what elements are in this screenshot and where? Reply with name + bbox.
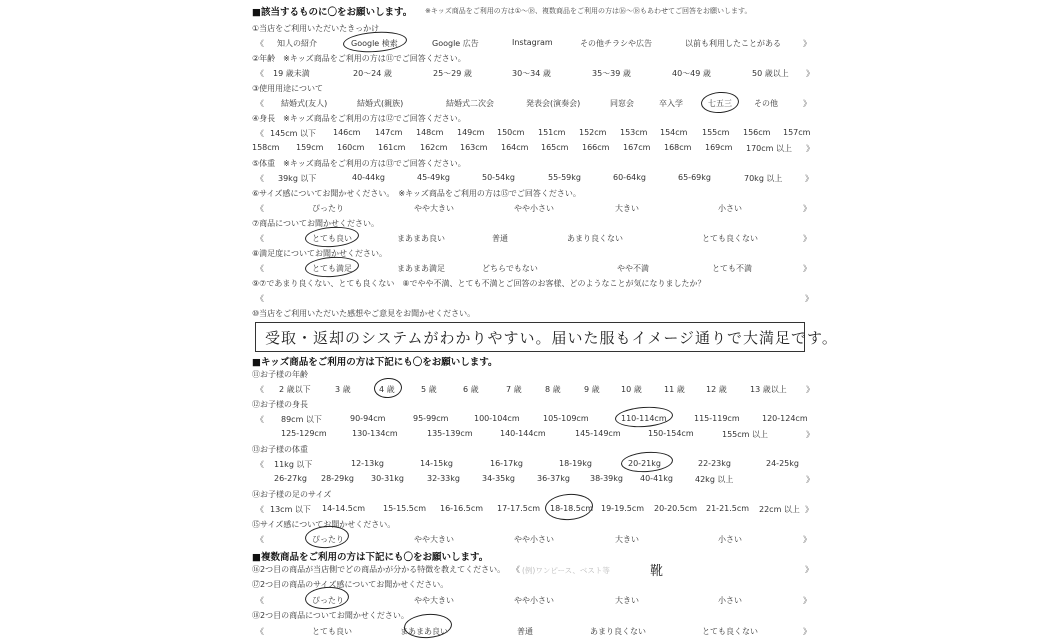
q15-option[interactable]: やや小さい [514,535,554,544]
q17-option[interactable]: ぴったり [312,596,344,605]
q13-option[interactable]: 18-19kg [559,459,592,468]
q11-option[interactable]: 2 歳以下 [279,385,311,394]
bracket-close: 》 [805,565,813,574]
q17-option[interactable]: 大きい [615,596,639,605]
q5-option[interactable]: 45-49kg [417,173,450,182]
bracket-close: 》 [806,430,814,439]
q15-option[interactable]: 大きい [615,535,639,544]
q3-option[interactable]: 同窓会 [610,99,634,108]
q3-label: ③使用用途について [252,84,324,93]
q4-label: ④身長 ※キッズ商品をご利用の方は⑫でご回答ください。 [252,114,466,123]
bracket-close: 》 [806,69,814,78]
q13-option[interactable]: 26-27kg [274,474,307,483]
q3-option[interactable]: 結婚式(友人) [281,99,328,108]
q13-option[interactable]: 14-15kg [420,459,453,468]
q13-option[interactable]: 38-39kg [590,474,623,483]
q14-option[interactable]: 16-16.5cm [440,504,484,513]
bracket-open: 《 [256,535,264,544]
q18-label: ⑱2つ目の商品についてお聞かせください。 [252,611,409,620]
q4-option[interactable]: 159cm [296,143,324,152]
q12-option[interactable]: 110-114cm [621,414,667,423]
bracket-open: 《 [256,264,264,273]
multi-section-title: ■複数商品をご利用の方は下記にも〇をお願いします。 [252,552,489,563]
q3-option[interactable]: その他 [754,99,778,108]
q14-option[interactable]: 14-14.5cm [322,504,366,513]
q12-option[interactable]: 105-109cm [543,414,589,423]
bracket-open: 《 [256,204,264,213]
q14-option[interactable]: 18-18.5cm [550,504,594,513]
q2-option[interactable]: 30〜34 歳 [512,69,551,78]
q4-option[interactable]: 160cm [337,143,365,152]
bracket-close: 》 [803,627,811,636]
q5-option[interactable]: 65-69kg [678,173,711,182]
q13-option[interactable]: 16-17kg [490,459,523,468]
bracket-close: 》 [803,264,811,273]
q11-option[interactable]: 4 歳 [379,385,395,394]
q18-option[interactable]: あまり良くない [590,627,646,636]
q14-option[interactable]: 19-19.5cm [601,504,645,513]
q3-option[interactable]: 七五三 [708,99,732,108]
q7-option[interactable]: あまり良くない [567,234,623,243]
q2-option[interactable]: 50 歳以上 [752,69,789,78]
q4-option[interactable]: 155cm [702,128,730,137]
q1-label: ①当店をご利用いただいたきっかけ [252,24,380,33]
q13-option[interactable]: 12-13kg [351,459,384,468]
q4-option[interactable]: 162cm [420,143,448,152]
q13-option[interactable]: 11kg 以下 [274,460,313,469]
bracket-close: 》 [803,234,811,243]
q11-option[interactable]: 5 歳 [421,385,437,394]
q18-option[interactable]: まあまあ良い [400,627,448,636]
q11-option[interactable]: 8 歳 [545,385,561,394]
q3-option[interactable]: 結婚式(親族) [357,99,404,108]
q13-option[interactable]: 36-37kg [537,474,570,483]
bracket-open: 《 [256,99,264,108]
bracket-close: 》 [806,144,814,153]
q14-option[interactable]: 20-20.5cm [654,504,698,513]
q4-option[interactable]: 157cm [783,128,811,137]
q4-option[interactable]: 163cm [460,143,488,152]
q17-option[interactable]: やや大きい [414,596,454,605]
q3-option[interactable]: 結婚式二次会 [446,99,494,108]
bracket-close: 》 [805,505,813,514]
q13-option[interactable]: 30-31kg [371,474,404,483]
q4-option[interactable]: 168cm [664,143,692,152]
q13-option[interactable]: 20-21kg [628,459,661,468]
q12-option[interactable]: 120-124cm [762,414,808,423]
bracket-open: 《 [256,505,264,514]
q11-option[interactable]: 7 歳 [506,385,522,394]
q8-option[interactable]: どちらでもない [482,264,538,273]
q4-option[interactable]: 148cm [416,128,444,137]
bracket-close: 》 [803,99,811,108]
q11-option[interactable]: 12 歳 [706,385,727,394]
handwritten-comment: 受取・返却のシステムがわかりやすい。届いた服もイメージ通りで大満足です。 [265,329,838,347]
bracket-close: 》 [806,385,814,394]
q12-option[interactable]: 130-134cm [352,429,398,438]
q7-option[interactable]: とても良い [312,234,352,243]
bracket-open: 《 [256,174,264,183]
bracket-close: 》 [805,174,813,183]
q4-option[interactable]: 145cm 以下 [270,129,317,138]
q12-option[interactable]: 89cm 以下 [281,415,322,424]
q4-option[interactable]: 161cm [378,143,406,152]
q4-option[interactable]: 169cm [705,143,733,152]
q1-option[interactable]: 以前も利用したことがある [685,39,781,48]
q6-option[interactable]: やや大きい [414,204,454,213]
bracket-open: 《 [256,39,264,48]
q3-option[interactable]: 卒入学 [659,99,683,108]
q11-option[interactable]: 11 歳 [664,385,685,394]
q4-option[interactable]: 153cm [620,128,648,137]
q12-option[interactable]: 125-129cm [281,429,327,438]
q8-option[interactable]: とても満足 [312,264,352,273]
q17-option[interactable]: 小さい [718,596,742,605]
q13-option[interactable]: 32-33kg [427,474,460,483]
q11-option[interactable]: 3 歳 [335,385,351,394]
q6-option[interactable]: ぴったり [312,204,344,213]
q8-option[interactable]: とても不満 [712,264,752,273]
q12-option[interactable]: 100-104cm [474,414,520,423]
q13-label: ⑬お子様の体重 [252,445,308,454]
q17-label: ⑰2つ目の商品のサイズ感についてお聞かせください。 [252,580,449,589]
q2-option[interactable]: 20〜24 歳 [353,69,392,78]
bracket-close: 》 [806,475,814,484]
q14-label: ⑭お子様の足のサイズ [252,490,332,499]
q13-option[interactable]: 24-25kg [766,459,799,468]
bracket-close: 》 [803,204,811,213]
q5-option[interactable]: 60-64kg [613,173,646,182]
q4-option[interactable]: 166cm [582,143,610,152]
q16-handwritten-answer[interactable]: 靴 [650,564,665,579]
bracket-open: 《 [256,596,264,605]
q1-option[interactable]: その他チラシや広告 [580,39,652,48]
q2-option[interactable]: 19 歳未満 [273,69,310,78]
q12-option[interactable]: 95-99cm [413,414,449,423]
kids-section-title: ■キッズ商品をご利用の方は下記にも〇をお願いします。 [252,357,498,368]
q17-option[interactable]: やや小さい [514,596,554,605]
q2-label: ②年齢 ※キッズ商品をご利用の方は⑪でご回答ください。 [252,54,466,63]
bracket-open: 《 [256,129,264,138]
q4-option[interactable]: 150cm [497,128,525,137]
q11-label: ⑪お子様の年齢 [252,370,308,379]
q12-option[interactable]: 140-144cm [500,429,546,438]
q1-option[interactable]: Google 広告 [432,39,479,48]
q13-option[interactable]: 28-29kg [321,474,354,483]
q7-option[interactable]: まあまあ良い [397,234,445,243]
q4-option[interactable]: 158cm [252,143,280,152]
q9-label: ⑨⑦であまり良くない、とても良くない ⑧でやや不満、とても不満とご回答のお客様、どのようなことが気になりましたか？ [252,279,706,288]
q18-option[interactable]: とても良い [312,627,352,636]
q12-option[interactable]: 155cm 以上 [722,430,769,439]
form-title: ■該当するものに〇をお願いします。 [252,7,413,18]
q4-option[interactable]: 146cm [333,128,361,137]
q15-label: ⑮サイズ感についてお聞かせください。 [252,520,396,529]
q7-option[interactable]: とても良くない [702,234,758,243]
bracket-close: 》 [803,596,811,605]
q2-option[interactable]: 35〜39 歳 [592,69,631,78]
bracket-close: 》 [803,535,811,544]
q6-option[interactable]: 小さい [718,204,742,213]
form-note: ※キッズ商品をご利用の方は①〜⑱、複数商品をご利用の方は⑯〜⑱もあわせてご回答をお願いします。 [425,7,752,15]
bracket-open: 《 [256,460,264,469]
q4-option[interactable]: 152cm [579,128,607,137]
q13-option[interactable]: 42kg 以上 [695,475,734,484]
q8-option[interactable]: やや不満 [617,264,649,273]
q4-option[interactable]: 149cm [457,128,485,137]
q15-option[interactable]: ぴったり [312,535,344,544]
q4-option[interactable]: 164cm [501,143,529,152]
q16-label: ⑯2つ目の商品が当店側でどの商品かが分かる特徴を教えてください。 [252,565,506,574]
q5-option[interactable]: 70kg 以上 [744,174,783,183]
bracket-open: 《 [256,385,264,394]
q6-option[interactable]: 大きい [615,204,639,213]
q12-option[interactable]: 135-139cm [427,429,473,438]
q8-option[interactable]: まあまあ満足 [397,264,445,273]
q5-option[interactable]: 40-44kg [352,173,385,182]
bracket-open: 《 [256,234,264,243]
q12-option[interactable]: 90-94cm [350,414,386,423]
q4-option[interactable]: 165cm [541,143,569,152]
q4-option[interactable]: 170cm 以上 [746,144,793,153]
q8-label: ⑧満足度についてお聞かせください。 [252,249,388,258]
q3-option[interactable]: 発表会(演奏会) [526,99,581,108]
q2-option[interactable]: 25〜29 歳 [433,69,472,78]
q12-option[interactable]: 115-119cm [694,414,740,423]
q14-option[interactable]: 15-15.5cm [383,504,427,513]
q13-option[interactable]: 40-41kg [640,474,673,483]
bracket-close: 》 [803,39,811,48]
q5-option[interactable]: 50-54kg [482,173,515,182]
bracket-close: 》 [805,294,813,303]
q5-label: ⑤体重 ※キッズ商品をご利用の方は⑬でご回答ください。 [252,159,466,168]
q13-option[interactable]: 34-35kg [482,474,515,483]
q15-option[interactable]: やや大きい [414,535,454,544]
q4-option[interactable]: 151cm [538,128,566,137]
q11-option[interactable]: 6 歳 [463,385,479,394]
q11-option[interactable]: 13 歳以上 [750,385,787,394]
bracket-open: 《 [256,69,264,78]
bracket-open: 《 [512,565,520,574]
q5-option[interactable]: 39kg 以下 [278,174,317,183]
bracket-open: 《 [256,415,264,424]
q1-option[interactable]: 知人の紹介 [277,39,317,48]
q5-option[interactable]: 55-59kg [548,173,581,182]
bracket-open: 《 [256,627,264,636]
q12-label: ⑫お子様の身長 [252,400,308,409]
q2-option[interactable]: 40〜49 歳 [672,69,711,78]
q12-option[interactable]: 150-154cm [648,429,694,438]
q18-option[interactable]: とても良くない [702,627,758,636]
q10-label: ⑩当店をご利用いただいた感想やご意見をお聞かせください。 [252,309,476,318]
q4-option[interactable]: 154cm [660,128,688,137]
q11-option[interactable]: 10 歳 [621,385,642,394]
q16-faint-example: (例)ワンピース、ベスト等 [522,566,610,575]
q6-label: ⑥サイズ感についてお聞かせください。 ※キッズ商品をご利用の方は⑮でご回答ください。 [252,189,581,198]
q7-label: ⑦商品についてお聞かせください。 [252,219,380,228]
q13-option[interactable]: 22-23kg [698,459,731,468]
q14-option[interactable]: 13cm 以下 [270,505,311,514]
q6-option[interactable]: やや小さい [514,204,554,213]
q4-option[interactable]: 167cm [623,143,651,152]
q14-option[interactable]: 21-21.5cm [706,504,750,513]
q14-option[interactable]: 17-17.5cm [497,504,541,513]
q18-option[interactable]: 普通 [517,627,533,636]
q14-option[interactable]: 22cm 以上 [759,505,800,514]
q4-option[interactable]: 147cm [375,128,403,137]
q7-option[interactable]: 普通 [492,234,508,243]
q1-option[interactable]: Google 検索 [351,39,398,48]
q11-option[interactable]: 9 歳 [584,385,600,394]
q1-option[interactable]: Instagram [512,38,553,47]
q12-option[interactable]: 145-149cm [575,429,621,438]
q15-option[interactable]: 小さい [718,535,742,544]
bracket-open: 《 [256,294,264,303]
q4-option[interactable]: 156cm [743,128,771,137]
